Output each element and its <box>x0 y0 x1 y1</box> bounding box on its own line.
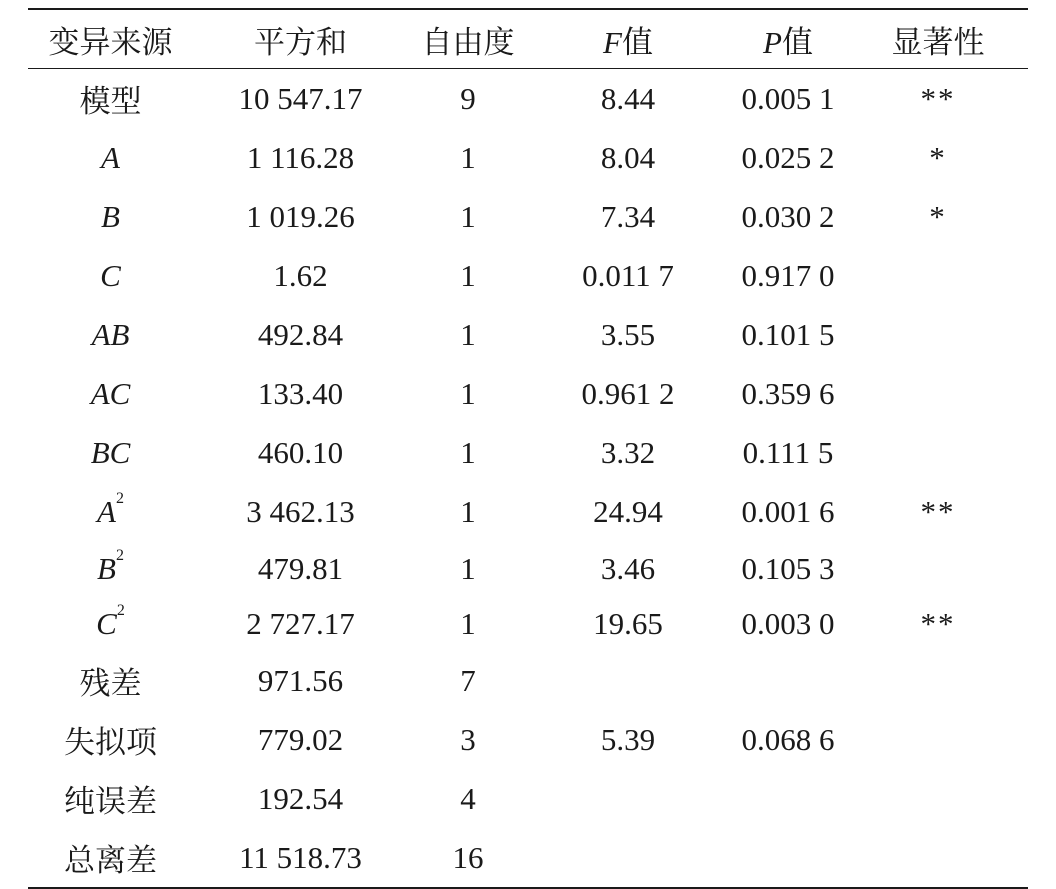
cell-significance: ** <box>920 493 956 529</box>
header-degrees-of-freedom: 自由度 <box>421 24 515 60</box>
cell-p-value: 0.917 0 <box>741 257 835 293</box>
table-row <box>28 651 1028 710</box>
source-label: 残差 <box>79 666 142 701</box>
cell-f-value: 19.65 <box>593 605 663 641</box>
cell-p-value <box>728 651 848 710</box>
cell-sum-of-squares: 460.10 <box>257 434 344 470</box>
cell-sum-of-squares: 779.02 <box>257 721 344 757</box>
cell-significance <box>848 423 1028 482</box>
cell-degrees-of-freedom: 4 <box>460 780 476 816</box>
source-label: B <box>97 550 116 586</box>
table-row <box>28 482 1028 541</box>
cell-source <box>28 596 193 651</box>
cell-p-value: 0.068 6 <box>741 721 835 757</box>
table-row <box>28 187 1028 246</box>
source-exponent: 2 <box>116 601 125 619</box>
cell-source <box>28 828 193 888</box>
cell-degrees-of-freedom: 1 <box>460 605 476 641</box>
cell-sum-of-squares: 1 019.26 <box>246 198 355 234</box>
cell-degrees-of-freedom: 9 <box>460 80 476 116</box>
cell-sum-of-squares: 1 116.28 <box>246 139 355 175</box>
cell-p-value: 0.003 0 <box>741 605 835 641</box>
table-header <box>28 9 1028 69</box>
header-row <box>28 9 1028 69</box>
cell-f-value <box>528 828 728 888</box>
cell-sum-of-squares: 11 518.73 <box>239 839 362 875</box>
cell-source <box>28 69 193 129</box>
cell-f-value: 3.55 <box>600 316 656 352</box>
cell-source <box>28 651 193 710</box>
table-row <box>28 828 1028 888</box>
cell-sum-of-squares: 971.56 <box>257 662 344 698</box>
cell-sum-of-squares: 192.54 <box>257 780 344 816</box>
cell-source <box>28 769 193 828</box>
cell-significance: * <box>929 198 947 234</box>
cell-p-value: 0.105 3 <box>741 550 835 586</box>
cell-significance: * <box>929 139 947 175</box>
cell-f-value: 24.94 <box>593 493 663 529</box>
cell-f-value: 8.04 <box>600 139 656 175</box>
cell-degrees-of-freedom: 16 <box>452 839 484 875</box>
cell-p-value: 0.101 5 <box>741 316 835 352</box>
cell-source <box>28 710 193 769</box>
cell-p-value: 0.025 2 <box>741 139 835 175</box>
cell-significance: ** <box>920 80 956 116</box>
header-p-letter: P <box>763 24 782 60</box>
cell-degrees-of-freedom: 1 <box>460 550 476 586</box>
cell-significance: ** <box>920 605 956 641</box>
source-label: C <box>96 605 117 641</box>
table-row <box>28 596 1028 651</box>
header-f-letter: F <box>603 24 622 60</box>
cell-p-value: 0.359 6 <box>741 375 835 411</box>
cell-f-value: 8.44 <box>600 80 656 116</box>
cell-degrees-of-freedom: 1 <box>460 139 476 175</box>
header-p-value <box>728 9 848 69</box>
source-label: 纯误差 <box>64 784 157 819</box>
cell-degrees-of-freedom: 1 <box>460 257 476 293</box>
cell-f-value: 7.34 <box>600 198 656 234</box>
cell-sum-of-squares: 492.84 <box>257 316 344 352</box>
table-row <box>28 69 1028 129</box>
header-f-value <box>528 9 728 69</box>
source-exponent: 2 <box>115 489 124 507</box>
source-label: AB <box>91 316 130 352</box>
source-label: 失拟项 <box>64 725 157 760</box>
header-f-suffix: 值 <box>621 24 653 60</box>
cell-significance <box>848 246 1028 305</box>
cell-f-value: 3.46 <box>600 550 656 586</box>
cell-f-value: 3.32 <box>600 434 656 470</box>
cell-degrees-of-freedom: 1 <box>460 493 476 529</box>
cell-sum-of-squares: 1.62 <box>273 257 328 293</box>
source-label: AC <box>90 375 131 411</box>
cell-f-value <box>528 769 728 828</box>
cell-source <box>28 482 193 541</box>
cell-significance <box>848 710 1028 769</box>
header-source: 变异来源 <box>48 24 173 60</box>
source-label: C <box>100 257 121 293</box>
table-row <box>28 769 1028 828</box>
cell-significance <box>848 305 1028 364</box>
cell-degrees-of-freedom: 7 <box>460 662 476 698</box>
cell-significance <box>848 828 1028 888</box>
cell-f-value: 5.39 <box>600 721 656 757</box>
source-label: 模型 <box>79 84 142 119</box>
source-label: 总离差 <box>64 843 157 878</box>
source-label: A <box>101 139 120 175</box>
cell-p-value: 0.111 5 <box>742 434 834 470</box>
cell-source <box>28 364 193 423</box>
cell-significance <box>848 769 1028 828</box>
cell-p-value: 0.030 2 <box>741 198 835 234</box>
cell-significance <box>848 364 1028 423</box>
cell-sum-of-squares: 133.40 <box>257 375 344 411</box>
table-row <box>28 128 1028 187</box>
source-exponent: 2 <box>115 546 124 564</box>
cell-p-value <box>728 769 848 828</box>
cell-p-value: 0.001 6 <box>741 493 835 529</box>
header-sum-of-squares: 平方和 <box>254 24 347 60</box>
cell-degrees-of-freedom: 1 <box>460 434 476 470</box>
cell-degrees-of-freedom: 1 <box>460 316 476 352</box>
cell-f-value: 0.961 2 <box>581 375 675 411</box>
table-row <box>28 305 1028 364</box>
cell-significance <box>848 541 1028 596</box>
header-p-suffix: 值 <box>781 24 813 60</box>
source-label: A <box>97 493 116 529</box>
table-row <box>28 246 1028 305</box>
table-row <box>28 541 1028 596</box>
cell-sum-of-squares: 10 547.17 <box>238 80 363 116</box>
cell-sum-of-squares: 3 462.13 <box>246 493 355 529</box>
cell-source <box>28 423 193 482</box>
header-significance: 显著性 <box>891 24 985 60</box>
cell-degrees-of-freedom: 3 <box>460 721 476 757</box>
cell-sum-of-squares: 2 727.17 <box>246 605 355 641</box>
source-label: BC <box>90 434 131 470</box>
cell-f-value: 0.011 7 <box>582 257 674 293</box>
anova-table <box>28 8 1028 889</box>
table-body <box>28 69 1028 889</box>
table-row <box>28 364 1028 423</box>
cell-significance <box>848 651 1028 710</box>
cell-p-value: 0.005 1 <box>741 80 835 116</box>
cell-source <box>28 305 193 364</box>
cell-source <box>28 246 193 305</box>
cell-degrees-of-freedom: 1 <box>460 375 476 411</box>
table-row <box>28 423 1028 482</box>
cell-source <box>28 541 193 596</box>
cell-source <box>28 128 193 187</box>
cell-p-value <box>728 828 848 888</box>
table-row <box>28 710 1028 769</box>
cell-f-value <box>528 651 728 710</box>
cell-source <box>28 187 193 246</box>
source-label: B <box>101 198 120 234</box>
cell-degrees-of-freedom: 1 <box>460 198 476 234</box>
cell-sum-of-squares: 479.81 <box>257 550 344 586</box>
anova-table-container <box>28 8 1028 889</box>
